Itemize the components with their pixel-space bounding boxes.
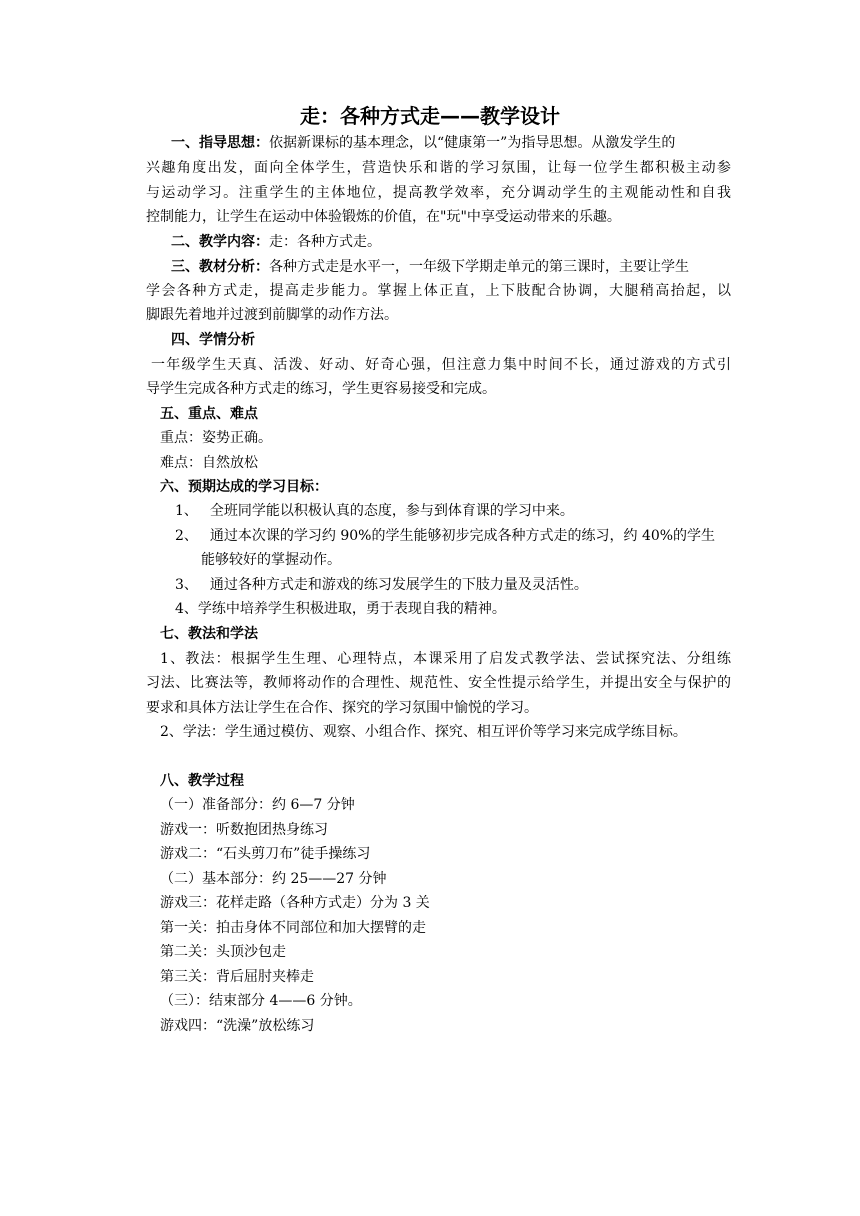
- s8-line-2: 游戏一：听数抱团热身练习: [160, 822, 328, 838]
- s6-item-3: [175, 576, 588, 594]
- s7-heading: 七、教法和学法: [160, 626, 258, 642]
- s6-heading: 六、预期达成的学习目标：: [160, 479, 328, 495]
- s6-item-2: [175, 527, 715, 545]
- s6-item-3-text: 通过各种方式走和游戏的练习发展学生的下肢力量及灵活性。: [209, 577, 588, 593]
- s6-item-2-continued: 能够较好的掌握动作。: [201, 552, 341, 568]
- s6-item-2-num: 2、: [175, 528, 198, 544]
- s5-difficult-point: 难点：自然放松: [160, 455, 258, 471]
- s6-item-4: 4、学练中培养学生积极进取，勇于表现自我的精神。: [175, 601, 506, 617]
- s1-line-3: 与运动学习。注重学生的主体地位，提高教学效率，充分调动学生的主观能动性和自我: [146, 185, 731, 201]
- s1-line-4: 控制能力，让学生在运动中体验锻炼的价值，在"玩"中享受运动带来的乐趣。: [146, 209, 621, 225]
- s2-text: 走：各种方式走。: [269, 234, 381, 250]
- s1-first-line: [171, 134, 675, 152]
- s8-line-8: 第三关：背后屈肘夹棒走: [160, 969, 314, 985]
- s3-line-3: 脚跟先着地并过渡到前脚掌的动作方法。: [146, 307, 398, 323]
- s8-line-5: 游戏三：花样走路（各种方式走）分为 3 关: [160, 895, 430, 911]
- s4-line-2: 导学生完成各种方式走的练习，学生更容易接受和完成。: [146, 381, 496, 397]
- s4-heading: 四、学情分析: [171, 332, 255, 348]
- s7-teach-line-1: 1、教法：根据学生生理、心理特点，本课采用了启发式教学法、尝试探究法、分组练: [160, 651, 731, 667]
- s4-line-1: 一年级学生天真、活泼、好动、好奇心强，但注意力集中时间不长，通过游戏的方式引: [151, 357, 731, 373]
- s5-key-point: 重点：姿势正确。: [160, 430, 272, 446]
- s3-heading: 三、教材分析：: [171, 259, 269, 275]
- s8-line-6: 第一关：拍击身体不同部位和加大摆臂的走: [160, 920, 426, 936]
- s7-teach-line-2: 习法、比赛法等，教师将动作的合理性、规范性、安全性提示给学生，并提出安全与保护的: [146, 675, 731, 691]
- s8-line-9: （三）：结束部分 4——6 分钟。: [160, 993, 362, 1009]
- s2-line: [171, 233, 381, 251]
- s8-line-10: 游戏四：“洗澡”放松练习: [160, 1018, 315, 1034]
- s8-line-7: 第二关：头顶沙包走: [160, 944, 286, 960]
- s6-item-2-text: 通过本次课的学习约 90%的学生能够初步完成各种方式走的练习，约 40%的学生: [209, 528, 716, 544]
- s1-heading: 一、指导思想：: [171, 135, 269, 151]
- document-title: 走：各种方式走——教学设计: [300, 104, 560, 128]
- s3-line-1: 各种方式走是水平一，一年级下学期走单元的第三课时，主要让学生: [269, 259, 689, 275]
- s8-line-1: （一）准备部分：约 6—7 分钟: [160, 797, 355, 813]
- s8-line-3: 游戏二：“石头剪刀布”徒手操练习: [160, 846, 371, 862]
- s6-item-1: [175, 502, 574, 520]
- s7-teach-line-3: 要求和具体方法让学生在合作、探究的学习氛围中愉悦的学习。: [146, 700, 538, 716]
- s8-heading: 八、教学过程: [160, 773, 244, 789]
- s7-learn-line: 2、学法：学生通过模仿、观察、小组合作、探究、相互评价等学习来完成学练目标。: [160, 724, 687, 740]
- s2-heading: 二、教学内容：: [171, 234, 269, 250]
- s3-first-line: [171, 258, 689, 276]
- s3-line-2: 学会各种方式走，提高走步能力。掌握上体正直，上下肢配合协调，大腿稍高抬起，以: [146, 283, 731, 299]
- s6-item-1-text: 全班同学能以积极认真的态度，参与到体育课的学习中来。: [209, 503, 574, 519]
- s6-item-3-num: 3、: [175, 577, 198, 593]
- s1-line-2: 兴趣角度出发，面向全体学生，营造快乐和谐的学习氛围，让每一位学生都积极主动参: [146, 160, 731, 176]
- s5-heading: 五、重点、难点: [160, 406, 258, 422]
- s6-item-1-num: 1、: [175, 503, 198, 519]
- s1-line-1: 依据新课标的基本理念，以“健康第一”为指导思想。从激发学生的: [269, 135, 676, 151]
- s8-line-4: （二）基本部分：约 25——27 分钟: [160, 871, 387, 887]
